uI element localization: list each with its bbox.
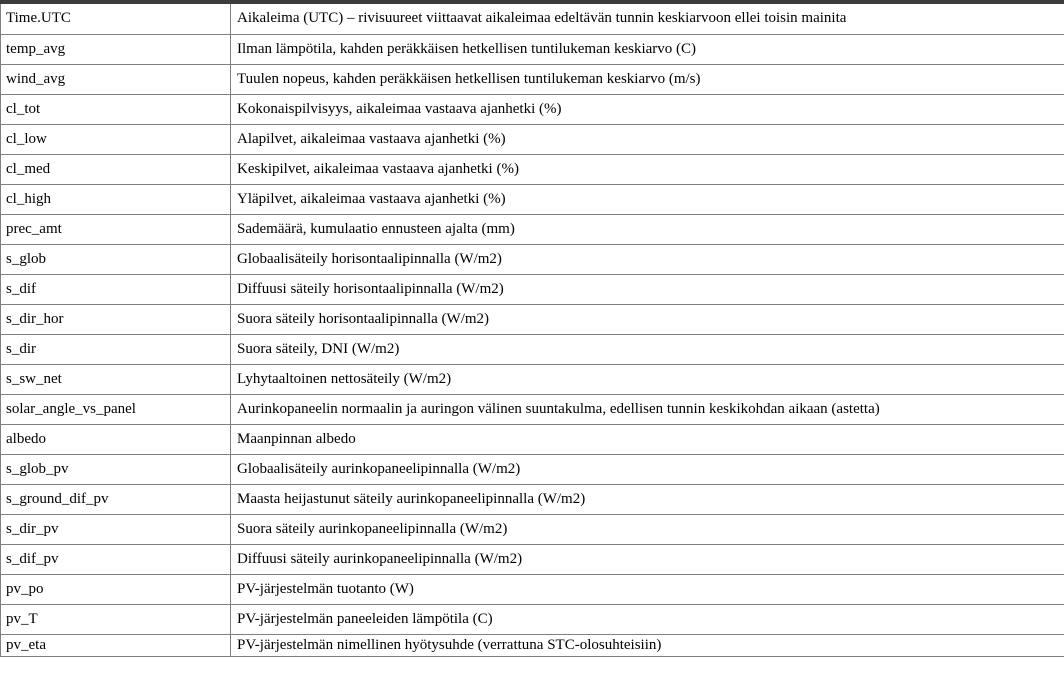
variable-description-cell: Ilman lämpötila, kahden peräkkäisen hetkellisen tuntilukeman keskiarvo (C) — [231, 34, 1064, 64]
variable-description-cell: PV-järjestelmän tuotanto (W) — [231, 574, 1064, 604]
variable-name-cell: s_glob — [1, 244, 231, 274]
variable-name-cell: s_sw_net — [1, 364, 231, 394]
variable-name-cell: s_dir_hor — [1, 304, 231, 334]
table-row — [1, 184, 1064, 214]
variable-name-cell: s_glob_pv — [1, 454, 231, 484]
table-row — [1, 544, 1064, 574]
variable-description-cell: Yläpilvet, aikaleimaa vastaava ajanhetki (%) — [231, 184, 1064, 214]
variable-name-cell: solar_angle_vs_panel — [1, 394, 231, 424]
table-body — [1, 4, 1064, 656]
variable-description-cell: Maanpinnan albedo — [231, 424, 1064, 454]
variable-description-cell: Diffuusi säteily horisontaalipinnalla (W/m2) — [231, 274, 1064, 304]
variable-name-cell: cl_low — [1, 124, 231, 154]
variable-name-cell: cl_tot — [1, 94, 231, 124]
table-row — [1, 214, 1064, 244]
variable-name-cell: albedo — [1, 424, 231, 454]
variable-description-cell: Aikaleima (UTC) – rivisuureet viittaavat aikaleimaa edeltävän tunnin keskiarvoon ellei toisin mainita — [231, 4, 1064, 34]
variable-name-cell: s_ground_dif_pv — [1, 484, 231, 514]
variable-name-cell: prec_amt — [1, 214, 231, 244]
variable-description-cell: Suora säteily horisontaalipinnalla (W/m2) — [231, 304, 1064, 334]
variable-name-cell: wind_avg — [1, 64, 231, 94]
variable-description-cell: Sademäärä, kumulaatio ennusteen ajalta (mm) — [231, 214, 1064, 244]
table-row — [1, 634, 1064, 656]
table-row — [1, 454, 1064, 484]
table-row — [1, 94, 1064, 124]
variable-description-cell: Aurinkopaneelin normaalin ja auringon välinen suuntakulma, edellisen tunnin keskikohdan aikaan (astetta) — [231, 394, 1064, 424]
variable-description-cell: Maasta heijastunut säteily aurinkopaneelipinnalla (W/m2) — [231, 484, 1064, 514]
table-row — [1, 64, 1064, 94]
variable-description-cell: Tuulen nopeus, kahden peräkkäisen hetkellisen tuntilukeman keskiarvo (m/s) — [231, 64, 1064, 94]
table-row — [1, 4, 1064, 34]
variable-name-cell: s_dif — [1, 274, 231, 304]
table-row — [1, 484, 1064, 514]
variable-description-cell: Alapilvet, aikaleimaa vastaava ajanhetki (%) — [231, 124, 1064, 154]
table-row — [1, 124, 1064, 154]
variable-description-cell: Suora säteily aurinkopaneelipinnalla (W/m2) — [231, 514, 1064, 544]
variable-description-cell: Diffuusi säteily aurinkopaneelipinnalla (W/m2) — [231, 544, 1064, 574]
table-row — [1, 274, 1064, 304]
table-row — [1, 244, 1064, 274]
variable-name-cell: temp_avg — [1, 34, 231, 64]
table-row — [1, 34, 1064, 64]
variable-description-cell: Kokonaispilvisyys, aikaleimaa vastaava ajanhetki (%) — [231, 94, 1064, 124]
variable-name-cell: cl_high — [1, 184, 231, 214]
variable-description-cell: PV-järjestelmän paneeleiden lämpötila (C) — [231, 604, 1064, 634]
variable-name-cell: pv_eta — [1, 634, 231, 656]
table-row — [1, 334, 1064, 364]
table-row — [1, 604, 1064, 634]
variable-description-cell: Lyhytaaltoinen nettosäteily (W/m2) — [231, 364, 1064, 394]
variable-name-cell: s_dif_pv — [1, 544, 231, 574]
variable-description-cell: Globaalisäteily horisontaalipinnalla (W/m2) — [231, 244, 1064, 274]
variable-definitions-table — [0, 4, 1064, 657]
table-row — [1, 514, 1064, 544]
variable-description-cell: Globaalisäteily aurinkopaneelipinnalla (W/m2) — [231, 454, 1064, 484]
table-row — [1, 394, 1064, 424]
variable-description-cell: Suora säteily, DNI (W/m2) — [231, 334, 1064, 364]
table-row — [1, 574, 1064, 604]
table-row — [1, 364, 1064, 394]
variable-name-cell: cl_med — [1, 154, 231, 184]
table-row — [1, 424, 1064, 454]
table-row — [1, 154, 1064, 184]
variable-name-cell: s_dir — [1, 334, 231, 364]
variable-name-cell: Time.UTC — [1, 4, 231, 34]
variable-name-cell: s_dir_pv — [1, 514, 231, 544]
variable-name-cell: pv_po — [1, 574, 231, 604]
variable-description-cell: PV-järjestelmän nimellinen hyötysuhde (verrattuna STC-olosuhteisiin) — [231, 634, 1064, 656]
table-row — [1, 304, 1064, 334]
variable-description-cell: Keskipilvet, aikaleimaa vastaava ajanhetki (%) — [231, 154, 1064, 184]
variable-name-cell: pv_T — [1, 604, 231, 634]
